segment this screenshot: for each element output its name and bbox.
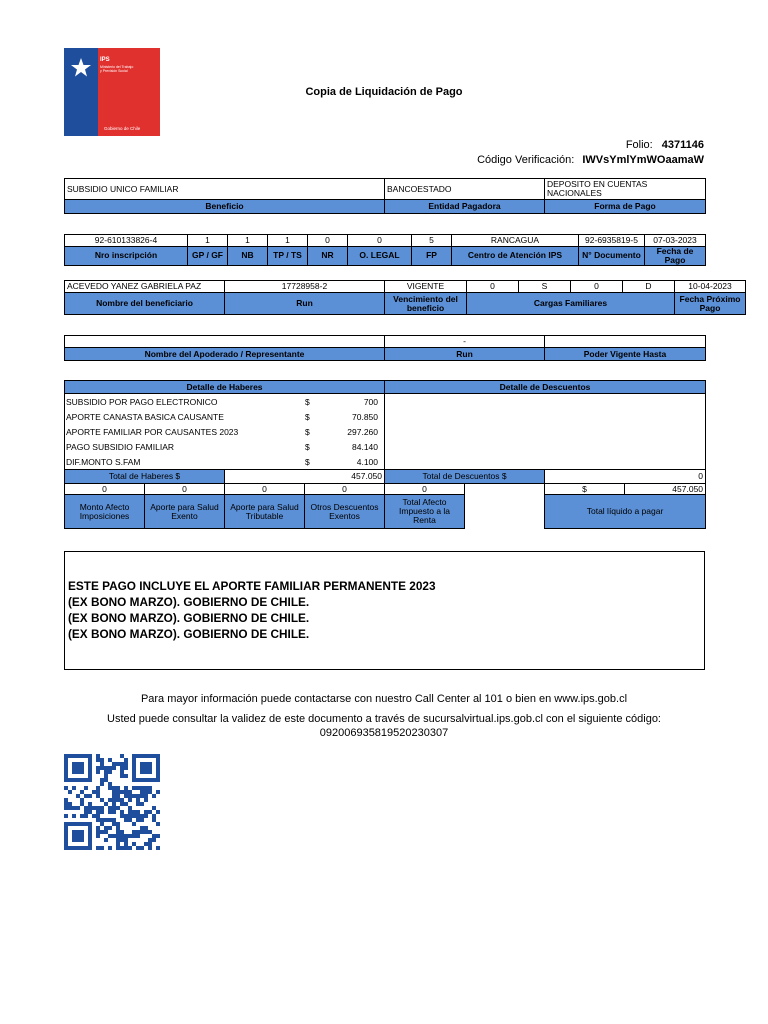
callcenter-text: Para mayor información puede contactarse con nuestro Call Center al 101 o bien en www.ips.gob.cl bbox=[140, 693, 628, 705]
nb-header: NB bbox=[228, 247, 268, 266]
monto-afecto-value: 0 bbox=[65, 484, 145, 495]
verification-code: 092006935819520230307 bbox=[319, 727, 449, 739]
beneficiario-run-value: 17728958-2 bbox=[225, 281, 385, 293]
nro-documento-value: 92-6935819-5 bbox=[579, 235, 645, 247]
detalle-haberes-header: Detalle de Haberes bbox=[65, 381, 385, 394]
descuentos-list bbox=[385, 394, 706, 470]
total-haberes-value: 457.050 bbox=[225, 470, 385, 484]
forma-pago-value: DEPOSITO EN CUENTAS NACIONALES bbox=[545, 179, 706, 200]
beneficio-value: SUBSIDIO UNICO FAMILIAR bbox=[65, 179, 385, 200]
total-descuentos-label: Total de Descuentos $ bbox=[385, 470, 545, 484]
beneficiario-name-value: ACEVEDO YANEZ GABRIELA PAZ bbox=[65, 281, 225, 293]
logo-prevision-text: y Previsión Social bbox=[100, 69, 128, 73]
qr-code-icon bbox=[64, 754, 160, 850]
nro-inscripcion-value: 92-610133826-4 bbox=[65, 235, 188, 247]
poder-vigente-value bbox=[545, 336, 706, 348]
afecto-impuesto-header: Total Afecto Impuesto a la Renta bbox=[385, 495, 465, 529]
page-title: Copia de Liquidación de Pago bbox=[305, 86, 463, 98]
currency-sign: $ bbox=[305, 457, 310, 467]
message-line: ESTE PAGO INCLUYE EL APORTE FAMILIAR PERMANENTE 2023 bbox=[68, 579, 436, 593]
beneficio-table bbox=[64, 178, 706, 214]
afecto-impuesto-value: 0 bbox=[385, 484, 465, 495]
tp-ts-header: TP / TS bbox=[268, 247, 308, 266]
fecha-pago-value: 07-03-2023 bbox=[645, 235, 706, 247]
logo-ips-text: IPS bbox=[100, 57, 110, 63]
haber-label: DIF.MONTO S.FAM bbox=[66, 457, 141, 467]
nb-value: 1 bbox=[228, 235, 268, 247]
message-line: (EX BONO MARZO). GOBIERNO DE CHILE. bbox=[68, 595, 310, 609]
haber-amount: 70.850 bbox=[352, 412, 379, 422]
folio-label: Folio: bbox=[625, 139, 653, 151]
inscripcion-table bbox=[64, 234, 706, 266]
haber-label: SUBSIDIO POR PAGO ELECTRONICO bbox=[66, 397, 218, 407]
liquido-value: 457.050 bbox=[625, 484, 706, 495]
liquido-header: Total líquido a pagar bbox=[545, 495, 706, 529]
fp-value: 5 bbox=[412, 235, 452, 247]
cargas-familiares-header: Cargas Familiares bbox=[467, 293, 675, 315]
liquido-currency: $ bbox=[545, 484, 625, 495]
message-line: (EX BONO MARZO). GOBIERNO DE CHILE. bbox=[68, 627, 310, 641]
fecha-proximo-pago-value: 10-04-2023 bbox=[675, 281, 746, 293]
currency-sign: $ bbox=[305, 427, 310, 437]
salud-exento-value: 0 bbox=[145, 484, 225, 495]
gp-gf-value: 1 bbox=[188, 235, 228, 247]
haberes-list bbox=[65, 394, 385, 470]
carga-4-value: D bbox=[623, 281, 675, 293]
tp-ts-value: 1 bbox=[268, 235, 308, 247]
total-descuentos-value: 0 bbox=[545, 470, 706, 484]
currency-sign: $ bbox=[305, 442, 310, 452]
validez-text: Usted puede consultar la validez de este documento a través de sucursalvirtual.ips.gob.cl con el siguiente código: bbox=[107, 713, 661, 725]
fecha-pago-header: Fecha de Pago bbox=[645, 247, 706, 266]
vencimiento-header: Vencimiento del beneficio bbox=[385, 293, 467, 315]
haber-label: APORTE CANASTA BASICA CAUSANTE bbox=[66, 412, 224, 422]
apoderado-name-value bbox=[65, 336, 385, 348]
fp-header: FP bbox=[412, 247, 452, 266]
apoderado-name-header: Nombre del Apoderado / Representante bbox=[65, 348, 385, 361]
carga-1-value: 0 bbox=[467, 281, 519, 293]
total-haberes-label: Total de Haberes $ bbox=[65, 470, 225, 484]
nro-inscripcion-header: Nro inscripción bbox=[65, 247, 188, 266]
apoderado-run-header: Run bbox=[385, 348, 545, 361]
vencimiento-value: VIGENTE bbox=[385, 281, 467, 293]
haber-label: PAGO SUBSIDIO FAMILIAR bbox=[66, 442, 175, 452]
detalle-table bbox=[64, 380, 706, 529]
haber-amount: 297.260 bbox=[347, 427, 379, 437]
haber-amount: 84.140 bbox=[352, 442, 379, 452]
codigo-label: Código Verificación: bbox=[477, 154, 575, 166]
entidad-value: BANCOESTADO bbox=[385, 179, 545, 200]
entidad-header: Entidad Pagadora bbox=[385, 200, 545, 214]
logo-ministerio-text: Ministerio del Trabajo bbox=[100, 65, 134, 69]
message-line: (EX BONO MARZO). GOBIERNO DE CHILE. bbox=[68, 611, 310, 625]
fecha-proximo-pago-header: Fecha Próximo Pago bbox=[675, 293, 746, 315]
haber-amount: 700 bbox=[363, 397, 379, 407]
otros-descuentos-header: Otros Descuentos Exentos bbox=[305, 495, 385, 529]
poder-vigente-header: Poder Vigente Hasta bbox=[545, 348, 706, 361]
codigo-line bbox=[477, 154, 704, 166]
currency-sign: $ bbox=[305, 397, 310, 407]
apoderado-run-value: - bbox=[385, 336, 545, 348]
currency-sign: $ bbox=[305, 412, 310, 422]
nr-header: NR bbox=[308, 247, 348, 266]
forma-pago-header: Forma de Pago bbox=[545, 200, 706, 214]
monto-afecto-header: Monto Afecto Imposiciones bbox=[65, 495, 145, 529]
salud-tributable-value: 0 bbox=[225, 484, 305, 495]
gp-gf-header: GP / GF bbox=[188, 247, 228, 266]
beneficiario-run-header: Run bbox=[225, 293, 385, 315]
carga-2-value: S bbox=[519, 281, 571, 293]
otros-descuentos-value: 0 bbox=[305, 484, 385, 495]
detalle-descuentos-header: Detalle de Descuentos bbox=[385, 381, 706, 394]
folio-value: 4371146 bbox=[661, 139, 704, 151]
haber-amount: 4.100 bbox=[356, 457, 379, 467]
nro-documento-header: N° Documento bbox=[579, 247, 645, 266]
beneficiario-name-header: Nombre del beneficiario bbox=[65, 293, 225, 315]
centro-atencion-value: RANCAGUA bbox=[452, 235, 579, 247]
apoderado-table bbox=[64, 335, 706, 361]
o-legal-value: 0 bbox=[348, 235, 412, 247]
folio-line bbox=[626, 139, 704, 151]
haber-label: APORTE FAMILIAR POR CAUSANTES 2023 bbox=[66, 427, 239, 437]
beneficiario-table bbox=[64, 280, 746, 315]
beneficio-header: Beneficio bbox=[65, 200, 385, 214]
nr-value: 0 bbox=[308, 235, 348, 247]
salud-tributable-header: Aporte para Salud Tributable bbox=[225, 495, 305, 529]
codigo-value: IWVsYmlYmWOaamaW bbox=[582, 154, 704, 166]
carga-3-value: 0 bbox=[571, 281, 623, 293]
logo-gobierno-text: Gobierno de Chile bbox=[104, 126, 141, 131]
message-text bbox=[68, 578, 436, 642]
centro-atencion-header: Centro de Atención IPS bbox=[452, 247, 579, 266]
salud-exento-header: Aporte para Salud Exento bbox=[145, 495, 225, 529]
o-legal-header: O. LEGAL bbox=[348, 247, 412, 266]
